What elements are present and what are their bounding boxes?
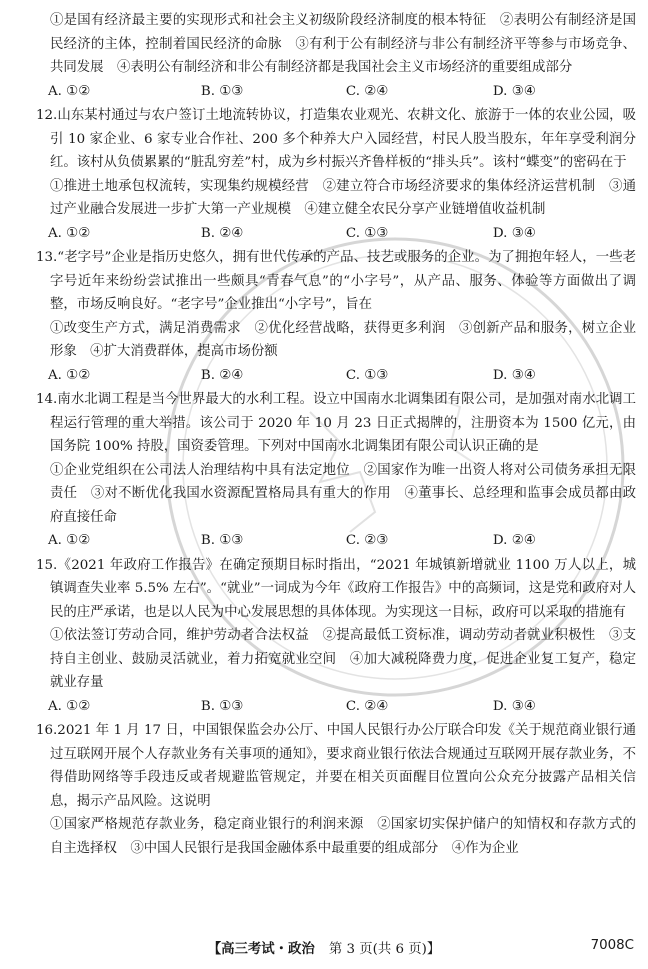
option-d: D. ③④ [492,83,536,99]
question-15 [36,554,636,719]
page-footer [0,938,648,957]
option-c: C. ②④ [345,698,389,714]
choices-text: ①推进土地承包权流转，实现集约规模经营 ②建立符合市场经济要求的集体经济运营机制 ③通过产业融合发展进一步扩大第一产业规模 ④建立健全农民分享产业链增值收益机制 [50,178,636,217]
option-c: C. ①③ [345,225,389,241]
question-stem [36,719,636,813]
stem-text: “老字号”企业是指历史悠久，拥有世代传承的产品、技艺或服务的企业。为了拥抱年轻人，一些老字号近年来纷纷尝试推出一些颇具“青春气息”的“小字号”，从产品、服务、体验等方面做出了调整，市场反响良好。“老字号”企业推出“小字号”，旨在 [50,250,636,312]
question-11-tail [36,9,636,103]
option-c: C. ②④ [345,83,389,99]
question-number: 14. [36,392,58,407]
question-number: 16. [36,723,58,738]
option-b: B. ②④ [200,225,244,241]
question-number: 15. [36,557,58,573]
stem-text: 山东某村通过与农户签订土地流转协议，打造集农业观光、农耕文化、旅游于一体的农业公园，吸引 10 家企业、6 家专业合作社、200 多个种养大户入园经营，村民人股当股东，年年享受利润分红。该村从负债累累的“脏乱穷差”村，成为乡村振兴齐鲁样板的“排头兵”。该村“蝶变”的密码在于 [50,108,636,170]
option-c: C. ②③ [345,533,389,548]
stem-text: 南水北调工程是当今世界最大的水利工程。设立中国南水北调集团有限公司，是加强对南水北调工程运行管理的重大举措。该公司于 2020 年 10 月 23 日正式揭牌的，注册资本为 1500 亿元，由国务院 100% 持股，国资委管理。下列对中国南水北调集团有限公司认识正确的是 [50,392,636,454]
answer-options [36,529,636,553]
choices-text: ①企业党组织在公司法人治理结构中具有法定地位 ②国家作为唯一出资人将对公司债务承担无限责任 ③对不断优化我国水资源配置格局具有重大的作用 ④董事长、总经理和监事会成员都由政府直接任命 [50,462,636,525]
option-b: B. ②④ [200,367,244,383]
choices-text: ①国家严格规范存款业务，稳定商业银行的利润来源 ②国家切实保护储户的知情权和存款方式的自主选择权 ③中国人民银行是我国金融体系中最重要的组成部分 ④作为企业 [50,817,636,856]
question-16 [36,719,636,860]
question-stem [36,554,636,625]
question-stem [36,104,636,175]
question-12 [36,104,636,245]
choices-text: ①依法签订劳动合同，维护劳动者合法权益 ②提高最低工资标准，调动劳动者就业积极性 ③支持自主创业、鼓励灵活就业，着力拓宽就业空间 ④加大减税降费力度，促进企业复工复产，稳定就业存量 [50,628,636,690]
option-a: A. ①② [48,225,91,241]
page-number: 第 3 页(共 6 页)】 [328,942,441,957]
option-d: D. ③④ [492,367,536,383]
question-14 [36,388,636,553]
option-d: D. ③④ [492,698,536,714]
option-a: A. ①② [48,698,91,714]
question-13 [36,246,636,387]
question-number: 13. [36,250,58,265]
question-stem [36,388,636,459]
choices-text: ①是国有经济最主要的实现形式和社会主义初级阶段经济制度的根本特征 ②表明公有制经济是国民经济的主体，控制着国民经济的命脉 ③有利于公有制经济与非公有制经济平等参与市场竞争、共同发展 ④表明公有制经济和非公有制经济都是我国社会主义市场经济的重要组成部分 [50,13,636,75]
exam-title: 【高三考试・政治 [207,942,315,957]
stem-text: 《2021 年政府工作报告》在确定预期目标时指出，“2021 年城镇新增就业 1100 万人以上，城镇调查失业率 5.5% 左右”。“就业”一词成为今年《政府工作报告》中的高频词，这是党和政府对人民的庄严承诺，也是以人民为中心发展思想的具体体现。为实现这一目标，政府可以采取的措施有 [50,557,636,620]
choices-text: ①改变生产方式，满足消费需求 ②优化经营战略，获得更多利润 ③创新产品和服务，树立企业形象 ④扩大消费群体，提高市场份额 [50,320,636,359]
exam-page [36,8,636,860]
option-c: C. ①③ [345,367,389,383]
answer-options [36,222,636,246]
question-stem [36,246,636,317]
answer-options [36,364,636,388]
stem-text: 2021 年 1 月 17 日，中国银保监会办公厅、中国人民银行办公厅联合印发《关于规范商业银行通过互联网开展个人存款业务有关事项的通知》，要求商业银行依法合规通过互联网开展存款业务，不得借助网络等手段违反或者规避监管规定，并要在相关页面醒目位置向公众充分披露产品相关信息，揭示产品风险。这说明 [50,723,636,809]
option-a: A. ①② [48,533,91,548]
option-b: B. ①③ [200,698,244,714]
option-a: A. ①② [48,367,91,383]
question-number: 12. [36,108,58,123]
option-d: D. ③④ [492,225,536,241]
paper-code: 7008C [590,938,634,953]
answer-options [36,80,636,104]
option-b: B. ①③ [200,533,244,548]
option-a: A. ①② [48,83,91,99]
option-d: D. ②④ [492,533,536,548]
answer-options [36,695,636,719]
option-b: B. ①③ [200,83,244,99]
